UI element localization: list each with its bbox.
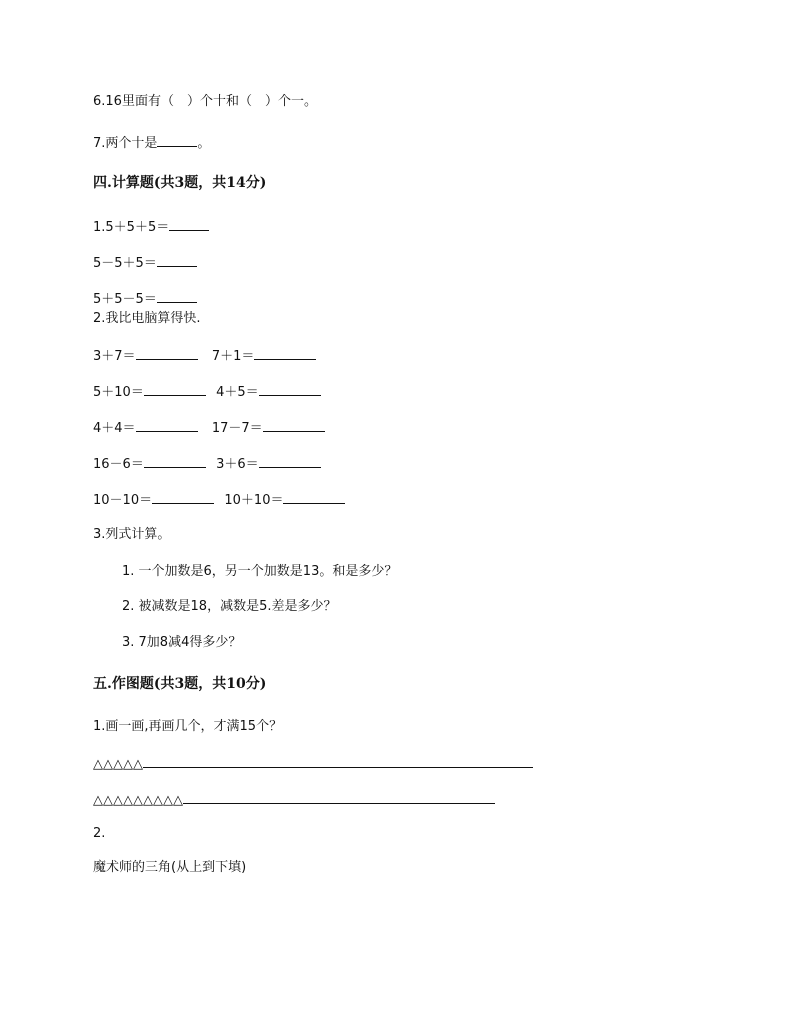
- answer-blank: [157, 254, 197, 267]
- answer-blank: [136, 347, 198, 360]
- draw1-title: 1.画一画,再画几个，才满15个？: [93, 719, 283, 734]
- draw2-number: 2.: [93, 826, 106, 841]
- calc2-row-4: [93, 455, 321, 473]
- answer-blank: [157, 290, 197, 303]
- calc3-item-2: 2. 被减数是18，减数是5.差是多少？: [122, 599, 337, 614]
- calc2-expression: 3＋7＝: [93, 349, 136, 364]
- calc2-expression: 16－6＝: [93, 457, 144, 472]
- calc2-expression: 17－7＝: [211, 421, 263, 436]
- draw2-title: 魔术师的三角(从上到下填): [93, 860, 247, 875]
- calc2-row-2: [93, 383, 321, 401]
- calc2-row-5: [93, 491, 345, 509]
- calc3-item-1: 1. 一个加数是6，另一个加数是13。和是多少？: [122, 564, 398, 579]
- calc2-expression: 4＋4＝: [93, 421, 136, 436]
- calc2-row-3: [93, 419, 325, 437]
- section-4-heading: 四.计算题(共3题，共14分): [93, 175, 267, 191]
- answer-blank: [144, 383, 206, 396]
- answer-blank: [259, 383, 321, 396]
- calc1-expression: 5－5＋5＝: [93, 256, 157, 271]
- draw1-row-2: [93, 791, 495, 809]
- answer-blank: [263, 419, 325, 432]
- question-7: [93, 134, 210, 152]
- calc2-expression: 7＋1＝: [211, 349, 255, 364]
- triangle-icons: △△△△△△△△△: [93, 793, 183, 808]
- calc2-row-1: [93, 347, 316, 365]
- question-6: 6.16里面有（ ）个十和（ ）个一。: [93, 94, 317, 109]
- drawing-line: [183, 791, 495, 804]
- answer-blank: [283, 491, 345, 504]
- question-7-end: 。: [197, 136, 211, 151]
- section-5-heading: 五.作图题(共3题，共10分): [93, 676, 267, 692]
- calc1-row-3: [93, 290, 197, 308]
- calc2-title: 2.我比电脑算得快.: [93, 311, 201, 326]
- answer-blank: [144, 455, 206, 468]
- calc3-title: 3.列式计算。: [93, 527, 171, 542]
- calc1-expression: 5＋5－5＝: [93, 292, 157, 307]
- calc1-row-2: [93, 254, 197, 272]
- answer-blank: [157, 134, 197, 147]
- calc3-item-3: 3. 7加8减4得多少？: [122, 635, 242, 650]
- answer-blank: [169, 218, 209, 231]
- calc2-expression: 10－10＝: [93, 493, 153, 508]
- answer-blank: [152, 491, 214, 504]
- triangle-icons: △△△△△: [93, 757, 143, 772]
- question-7-text: 7.两个十是: [93, 136, 158, 151]
- calc2-expression: 3＋6＝: [216, 457, 259, 472]
- draw1-row-1: [93, 755, 533, 773]
- answer-blank: [254, 347, 316, 360]
- calc1-expression: 1.5＋5＋5＝: [93, 220, 170, 235]
- drawing-line: [143, 755, 533, 768]
- calc2-expression: 5＋10＝: [93, 385, 144, 400]
- calc1-row-1: [93, 218, 209, 236]
- answer-blank: [259, 455, 321, 468]
- calc2-expression: 4＋5＝: [216, 385, 259, 400]
- calc2-expression: 10＋10＝: [224, 493, 284, 508]
- answer-blank: [136, 419, 198, 432]
